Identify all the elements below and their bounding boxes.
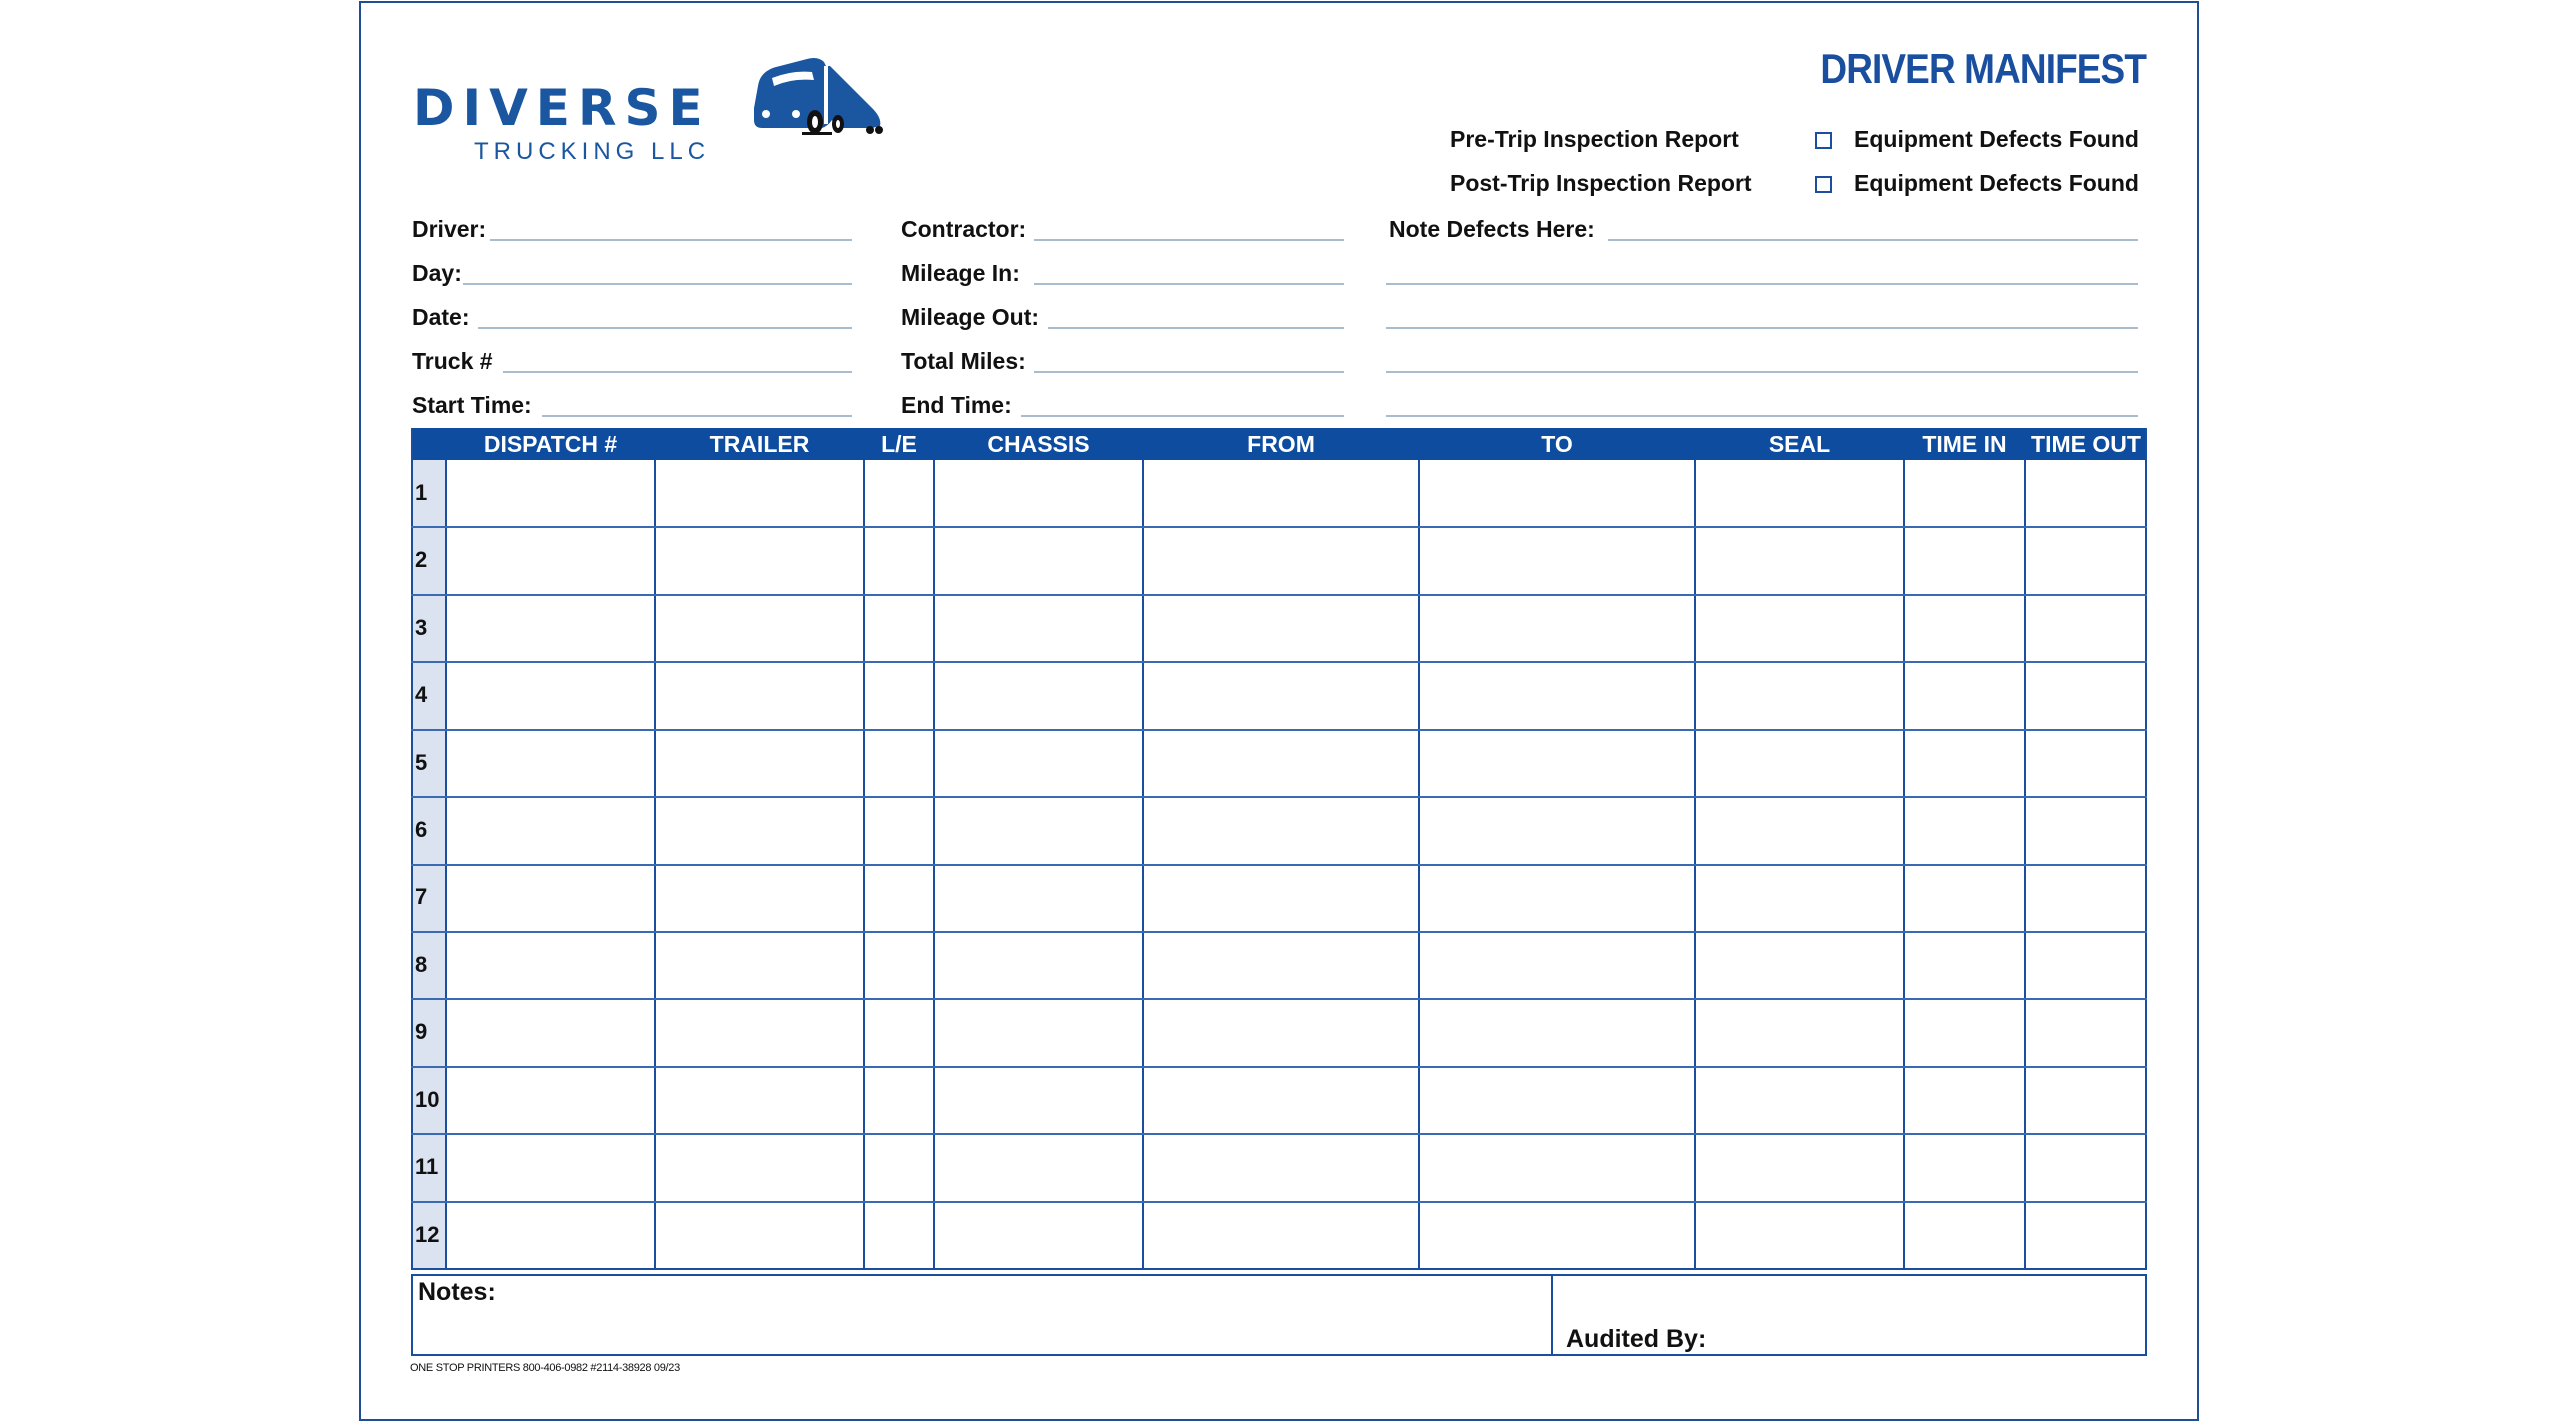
- pre-trip-label: Pre-Trip Inspection Report: [1450, 126, 1739, 152]
- post-trip-checkbox-label: Equipment Defects Found: [1854, 170, 2139, 196]
- total-miles-field[interactable]: [1034, 371, 1344, 373]
- pre-trip-checkbox-label: Equipment Defects Found: [1854, 126, 2139, 152]
- date-label: Date:: [412, 304, 470, 330]
- pre-trip-defects-checkbox[interactable]: [1815, 132, 1832, 149]
- defects-line-3[interactable]: [1386, 327, 2138, 329]
- day-field[interactable]: [463, 283, 852, 285]
- row-number: 4: [415, 682, 428, 707]
- end-time-label: End Time:: [901, 392, 1012, 418]
- defects-line-4[interactable]: [1386, 371, 2138, 373]
- end-time-field[interactable]: [1021, 415, 1344, 417]
- column-header-load-empty: L/E: [881, 431, 917, 457]
- driver-field[interactable]: [490, 239, 852, 241]
- row-number: 11: [415, 1154, 439, 1179]
- row-number: 12: [415, 1222, 440, 1247]
- note-defects-label: Note Defects Here:: [1389, 216, 1595, 242]
- post-trip-label: Post-Trip Inspection Report: [1450, 170, 1752, 196]
- day-label: Day:: [412, 260, 462, 286]
- contractor-field[interactable]: [1034, 239, 1344, 241]
- truck-number-label: Truck #: [412, 348, 493, 374]
- total-miles-label: Total Miles:: [901, 348, 1026, 374]
- notes-label: Notes:: [418, 1278, 496, 1306]
- column-header-time-in: TIME IN: [1922, 431, 2007, 457]
- audited-by-label: Audited By:: [1566, 1325, 1707, 1353]
- column-header-dispatch: DISPATCH #: [483, 431, 618, 457]
- defects-line-2[interactable]: [1386, 283, 2138, 285]
- driver-label: Driver:: [412, 216, 487, 242]
- row-number: 9: [415, 1019, 428, 1044]
- printer-footer: ONE STOP PRINTERS 800-406-0982 #2114-38928 09/23: [410, 1362, 680, 1374]
- row-number: 6: [415, 817, 428, 842]
- mileage-out-field[interactable]: [1048, 327, 1344, 329]
- post-trip-defects-checkbox[interactable]: [1815, 176, 1832, 193]
- start-time-label: Start Time:: [412, 392, 532, 418]
- logo-subtitle: TRUCKING LLC: [474, 138, 711, 165]
- date-field[interactable]: [478, 327, 852, 329]
- mileage-in-field[interactable]: [1034, 283, 1344, 285]
- column-header-time-out: TIME OUT: [2031, 431, 2141, 457]
- contractor-label: Contractor:: [901, 216, 1027, 242]
- notes-divider: [1551, 1274, 1553, 1356]
- row-number: 5: [415, 750, 428, 775]
- row-number: 3: [415, 615, 428, 640]
- row-number: 10: [415, 1087, 440, 1112]
- start-time-field[interactable]: [542, 415, 852, 417]
- logo-wordmark: DIVERSE: [413, 79, 711, 137]
- document-title: DRIVER MANIFEST: [1820, 45, 2146, 92]
- defects-line-5[interactable]: [1386, 415, 2138, 417]
- mileage-out-label: Mileage Out:: [901, 304, 1040, 330]
- mileage-in-label: Mileage In:: [901, 260, 1020, 286]
- row-number: 7: [415, 884, 428, 909]
- defects-line-1[interactable]: [1608, 239, 2138, 241]
- truck-number-field[interactable]: [503, 371, 852, 373]
- table-cells-area[interactable]: [447, 460, 2145, 1266]
- row-number: 8: [415, 952, 428, 977]
- truck-icon: [752, 56, 888, 136]
- column-header-trailer: TRAILER: [709, 431, 810, 457]
- column-header-to: TO: [1541, 431, 1573, 457]
- row-number: 2: [415, 547, 428, 572]
- notes-box[interactable]: [411, 1274, 2147, 1356]
- column-header-from: FROM: [1247, 431, 1315, 457]
- column-header-chassis: CHASSIS: [987, 431, 1090, 457]
- row-number: 1: [415, 480, 428, 505]
- column-header-seal: SEAL: [1768, 431, 1831, 457]
